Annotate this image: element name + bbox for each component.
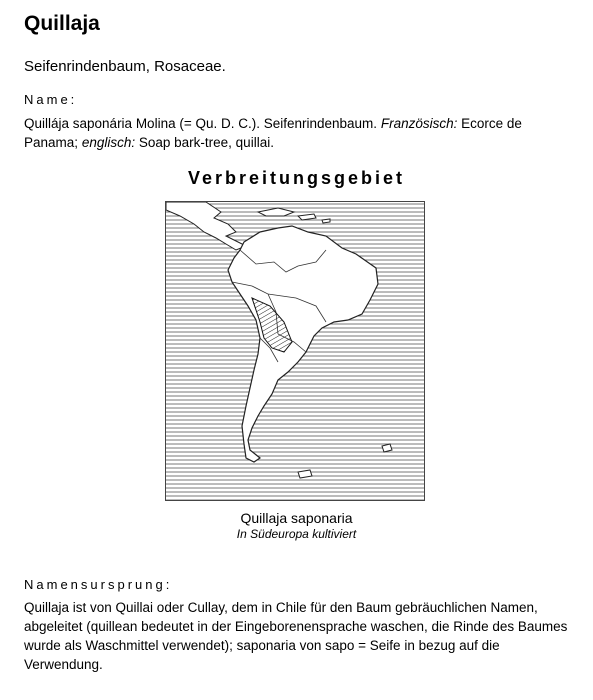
page-title: Quillaja [24, 12, 100, 35]
map-caption-note: In Südeuropa kultiviert [236, 527, 357, 541]
origin-section-label: Namensursprung: [24, 577, 173, 592]
page-subtitle: Seifenrindenbaum, Rosaceae. [24, 58, 226, 75]
origin-section-text: Quillaja ist von Quillai oder Cullay, dem in Chile für den Baum gebräuchlichen Namen, abgeleitet (quillean bedeutet in der Eingeborenensprache waschen, die Rinde des Baumes wurde als Waschmittel verwendet); saponaria von sapo = Seife in bezug auf die Verwendung. [24, 600, 568, 672]
french-label: Französisch: [380, 116, 458, 131]
map-heading: Verbreitungsgebiet [187, 168, 406, 188]
distribution-map-graphic [166, 202, 424, 500]
french-name: Ecorce de Panama; [24, 116, 522, 150]
botanical-name: Quillája saponária Molina (= Qu. D. C.). Seifenrindenbaum. [24, 116, 378, 131]
map-caption: Quillaja saponaria [240, 510, 353, 526]
distribution-map [165, 201, 425, 501]
name-section-text [24, 114, 569, 152]
falkland-islands [298, 470, 312, 478]
english-name: Soap bark-tree, quillai. [138, 135, 274, 150]
south-island [382, 444, 392, 452]
name-section-label: Name: [24, 92, 78, 107]
caribbean-island [322, 219, 330, 223]
english-label: englisch: [81, 135, 136, 150]
